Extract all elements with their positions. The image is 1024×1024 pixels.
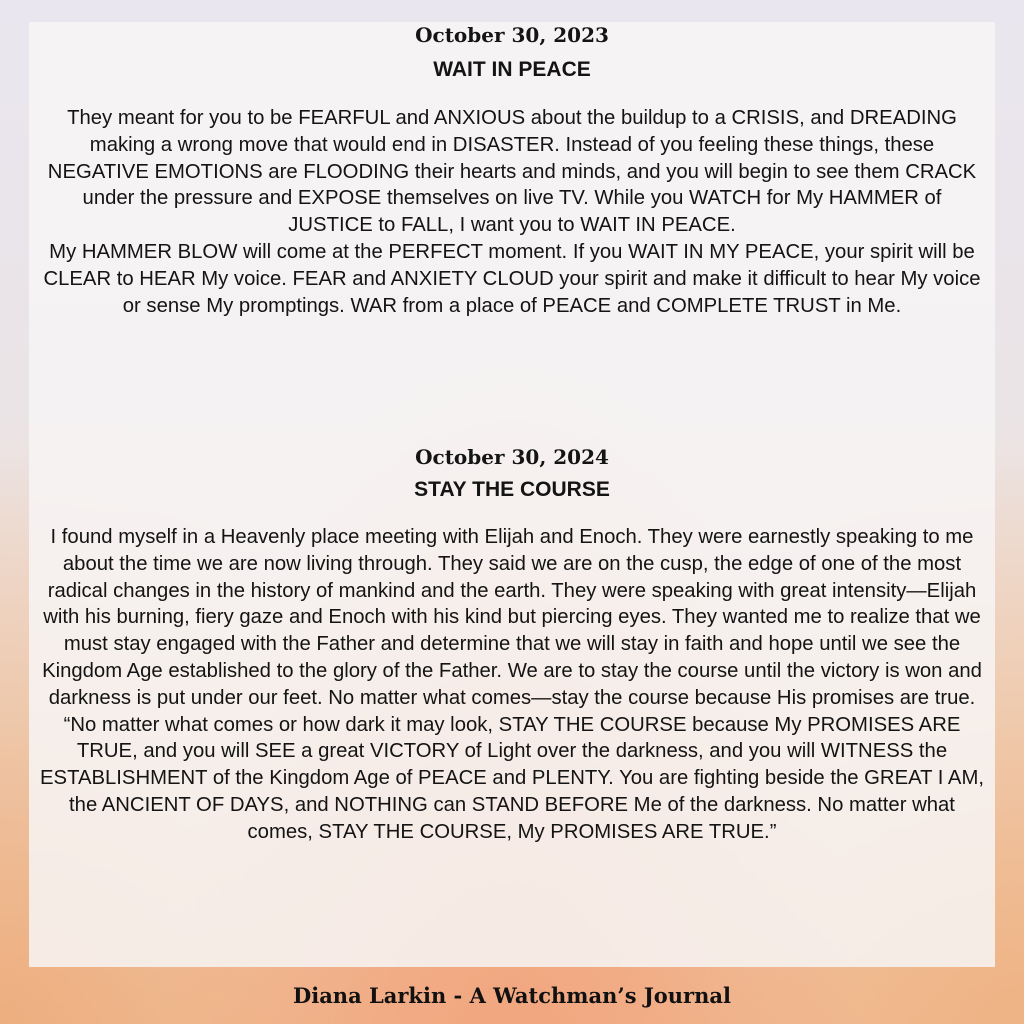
entry-paragraph: I found myself in a Heavenly place meeting with Elijah and Enoch. They were earnestly speaking to me about the time we are now living through. They said we are on the cusp, the edge of one of the most radical changes in the history of mankind and the earth. They were speaking with great intensity—Elijah with his burning, fiery gaze and Enoch with his kind but piercing eyes. They wanted me to realize that we must stay engaged with the Father and determine that we will stay in faith and hope until we see the Kingdom Age established to the glory of the Father. We are to stay the course until the victory is won and darkness is put under our feet. No matter what comes—stay the course because His promises are true. “No matter what comes or how dark it may look, STAY THE COURSE because My PROMISES ARE TRUE, and you will SEE a great VICTORY of Light over the darkness, and you will WITNESS the ESTABLISHMENT of the Kingdom Age of PEACE and PLENTY. You are fighting beside the GREAT I AM, the ANCIENT OF DAYS, and NOTHING can STAND BEFORE Me of the darkness. No matter what comes, STAY THE COURSE, My PROMISES ARE TRUE.” — [40, 526, 984, 843]
entry-title: STAY THE COURSE — [414, 478, 610, 501]
entry-date: October 30, 2024 — [415, 445, 609, 469]
entry-paragraph: They meant for you to be FEARFUL and ANXIOUS about the buildup to a CRISIS, and DREADING making a wrong move that would end in DISASTER. Instead of you feeling these things, these NEGATIVE EMOTIONS are FLOODING their hearts and minds, and you will begin to see them CRACK under the pressure and EXPOSE themselves on live TV. While you WATCH for My HAMMER of JUSTICE to FALL, I want you to WAIT IN PEACE. — [47, 107, 977, 237]
entry-paragraph: My HAMMER BLOW will come at the PERFECT moment. If you WAIT IN MY PEACE, your spirit will be CLEAR to HEAR My voice. FEAR and ANXIETY CLOUD your spirit and make it difficult to hear My voice or sense My promptings. WAR from a place of PEACE and COMPLETE TRUST in Me. — [43, 240, 981, 317]
journal-panel — [29, 22, 995, 967]
footer-attribution: Diana Larkin - A Watchman’s Journal — [293, 983, 731, 1008]
entry-date: October 30, 2023 — [415, 23, 609, 47]
entry-body — [39, 105, 985, 319]
entry-body — [39, 524, 985, 846]
entry-title: WAIT IN PEACE — [433, 58, 591, 81]
